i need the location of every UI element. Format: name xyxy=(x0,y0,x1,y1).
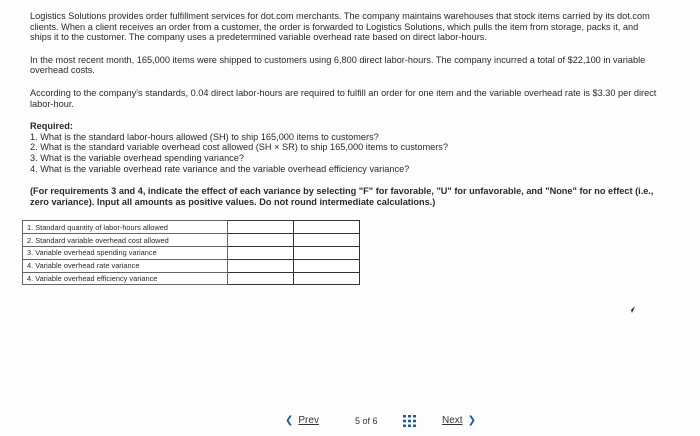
pagination-bar xyxy=(0,410,700,436)
problem-paragraph-intro: Logistics Solutions provides order fulfillment services for dot.com merchants. The company maintains warehouses that stock items carried by its dot.com clients. When a client receives an order from a customer, the order is forwarded to Logistics Solutions, which pulls the item from storage, packs it, and ships it to the customer. The company uses a predetermined variable overhead rate based on direct labor-hours. xyxy=(30,11,650,43)
mouse-cursor-icon xyxy=(627,306,635,314)
row-label: 4. Variable overhead efficiency variance xyxy=(23,272,228,285)
page-indicator: 5 of 6 xyxy=(355,416,378,426)
amount-input[interactable] xyxy=(228,221,294,234)
effect-select[interactable] xyxy=(294,272,360,285)
prev-button[interactable] xyxy=(285,415,319,426)
chevron-right-icon: ❯ xyxy=(467,415,476,426)
table-row xyxy=(23,259,360,272)
effect-select[interactable] xyxy=(294,259,360,272)
amount-input[interactable] xyxy=(228,259,294,272)
effect-select[interactable] xyxy=(294,234,360,247)
required-item: 2. What is the standard variable overhead cost allowed (SH × SR) to ship 165,000 items to customers? xyxy=(30,142,448,153)
row-label: 1. Standard quantity of labor-hours allowed xyxy=(23,221,228,234)
amount-input[interactable] xyxy=(228,234,294,247)
required-heading: Required: xyxy=(30,121,73,132)
next-button[interactable] xyxy=(442,415,476,426)
problem-paragraph-data: In the most recent month, 165,000 items were shipped to customers using 6,800 direct labor-hours. The company incurred a total of $22,100 in variable overhead costs. xyxy=(30,54,646,76)
effect-select[interactable] xyxy=(294,246,360,259)
prev-label: Prev xyxy=(298,415,319,426)
table-row xyxy=(23,221,360,234)
table-row xyxy=(23,246,360,259)
required-item: 4. What is the variable overhead rate variance and the variable overhead efficiency variance? xyxy=(30,163,410,174)
effect-select[interactable] xyxy=(294,221,360,234)
amount-input[interactable] xyxy=(228,272,294,285)
grid-icon[interactable] xyxy=(403,415,416,427)
amount-input[interactable] xyxy=(228,246,294,259)
instructions-note: (For requirements 3 and 4, indicate the effect of each variance by selecting "F" for favorable, "U" for unfavorable, and "None" for no effect (i.e., zero variance). Input all amounts as positive values. Do not round intermediate calculations.) xyxy=(30,186,654,207)
answer-table xyxy=(22,220,360,285)
table-row xyxy=(23,272,360,285)
problem-paragraph-standards: According to the company's standards, 0.04 direct labor-hours are required to fulfill an order for one item and the variable overhead rate is $3.30 per direct labor-hour. xyxy=(30,87,657,109)
required-item: 1. What is the standard labor-hours allowed (SH) to ship 165,000 items to customers? xyxy=(30,131,379,142)
chevron-left-icon: ❮ xyxy=(285,415,294,426)
required-list xyxy=(30,132,660,174)
required-item: 3. What is the variable overhead spending variance? xyxy=(30,152,244,163)
problem-content xyxy=(27,11,660,285)
table-row xyxy=(23,234,360,247)
row-label: 3. Variable overhead spending variance xyxy=(23,246,228,259)
row-label: 2. Standard variable overhead cost allowed xyxy=(23,234,228,247)
row-label: 4. Variable overhead rate variance xyxy=(23,259,228,272)
required-section xyxy=(30,121,660,174)
next-label: Next xyxy=(442,415,463,426)
